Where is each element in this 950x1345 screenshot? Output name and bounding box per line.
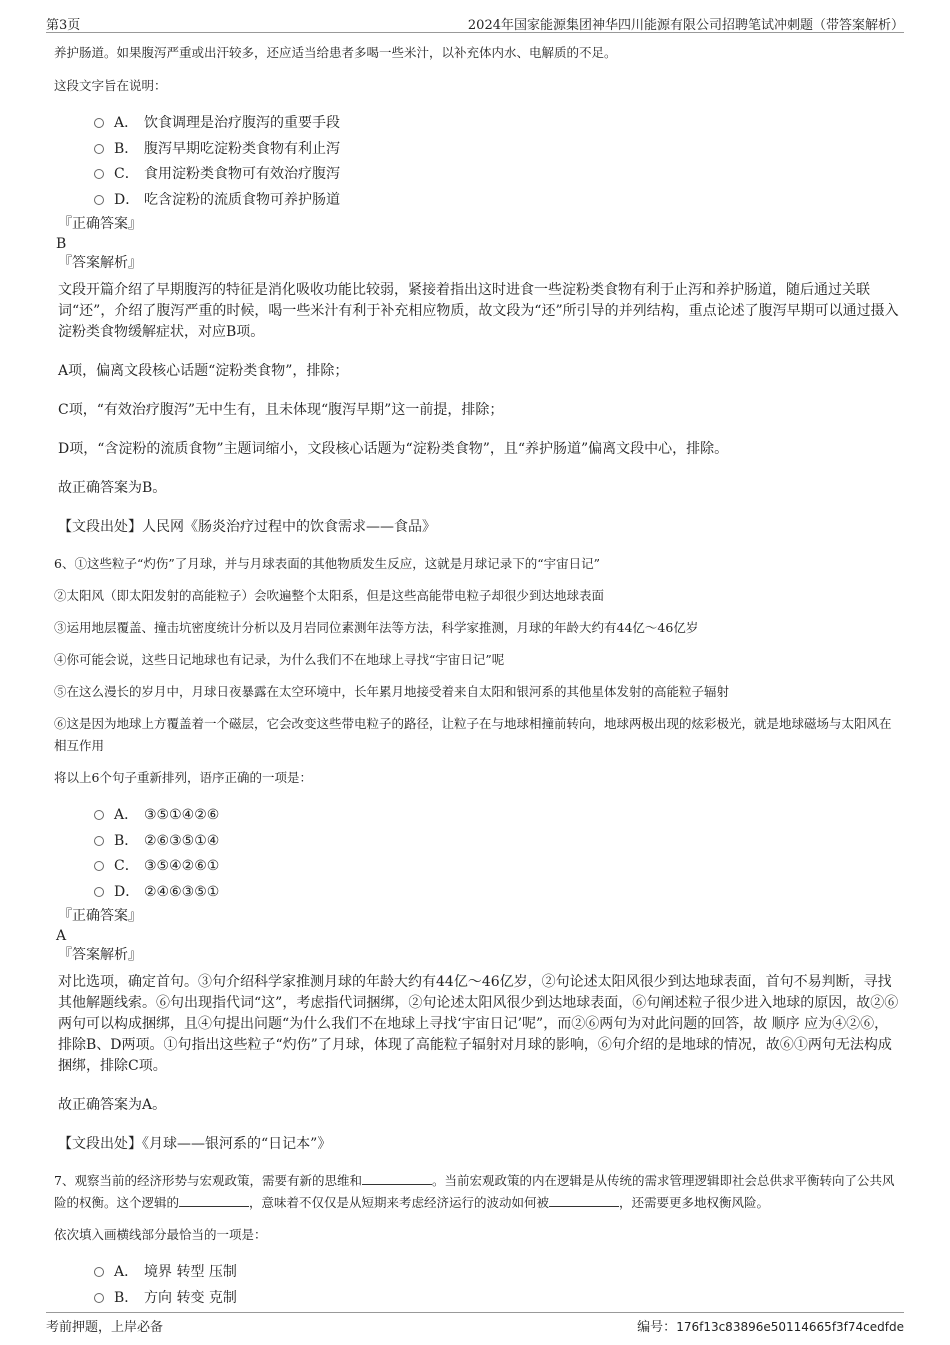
option-text: 腹泻早期吃淀粉类食物有利止泻 [144,140,340,157]
q6-sentence-2: ②太阳风（即太阳发射的高能粒子）会吹遍整个太阳系，但是这些高能带电粒子却很少到达地球表面 [54,588,605,603]
option-text: 食用淀粉类食物可有效治疗腹泻 [144,166,340,182]
q6-source: 【文段出处】《月球——银河系的“日记本”》 [58,1136,332,1152]
q6-options [94,803,899,905]
option-text: ③⑤①④②⑥ [144,807,220,823]
q6-option-a[interactable] [94,803,899,829]
q5-source: 【文段出处】人民网《肠炎治疗过程中的饮食需求——食品》 [58,519,436,535]
option-letter: A． [114,1264,139,1280]
option-text: 饮食调理是治疗腹泻的重要手段 [144,115,340,131]
q6-sentence-6: ⑥这是因为地球上方覆盖着一个磁层，它会改变这些带电粒子的路径，让粒子在与地球相撞前转向，地球两极出现的炫彩极光，就是地球磁场与太阳风在相互作用 [54,716,892,753]
radio-icon[interactable] [94,169,104,179]
q7-stem [54,1170,899,1214]
page-footer [46,1312,904,1335]
q6-option-b[interactable] [94,829,899,855]
q5-option-d[interactable] [94,188,899,214]
radio-icon[interactable] [94,144,104,154]
radio-icon[interactable] [94,118,104,128]
option-letter: C． [114,166,139,182]
radio-icon[interactable] [94,195,104,205]
option-text: ②④⑥③⑤① [144,883,220,900]
radio-icon[interactable] [94,887,104,897]
q6-sentence-5: ⑤在这么漫长的岁月中，月球日夜暴露在太空环境中，长年累月地接受着来自太阳和银河系的其他星体发射的高能粒子辐射 [54,684,730,699]
page-content [54,40,899,1313]
q5-option-a[interactable] [94,111,899,137]
option-text: ②⑥③⑤①④ [144,832,220,849]
radio-icon[interactable] [94,1293,104,1303]
option-text: 方向 转变 克制 [144,1289,237,1306]
fill-blank [549,1194,619,1207]
q5-option-c[interactable] [94,162,899,188]
analysis-paragraph: D项，“含淀粉的流质食物”主题词缩小，文段核心话题为“淀粉类食物”，且“养护肠道”偏离文段中心，排除。 [58,441,729,457]
footer-slogan: 考前押题，上岸必备 [46,1320,164,1335]
q5-passage-tail: 养护肠道。如果腹泻严重或出汗较多，还应适当给患者多喝一些米汁，以补充体内水、电解质的不足。 [54,45,617,60]
option-text: 吃含淀粉的流质食物可养护肠道 [144,191,340,208]
analysis-paragraph: A项，偏离文段核心话题“淀粉类食物”，排除； [58,363,349,379]
fill-blank [179,1194,249,1207]
option-text: ③⑤④②⑥① [144,858,220,874]
q6-sentence-1: 6、①这些粒子“灼伤”了月球，并与月球表面的其他物质发生反应，这就是月球记录下的“宇宙日记” [54,556,601,571]
q7-stem-part: ，意味着不仅仅是从短期来考虑经济运行的波动如何被 [249,1195,550,1210]
q5-option-b[interactable] [94,137,899,163]
option-letter: A． [114,115,139,131]
option-letter: A． [114,807,139,823]
radio-icon[interactable] [94,1267,104,1277]
q6-sentence-3: ③运用地层覆盖、撞击坑密度统计分析以及月岩同位素测年法等方法，科学家推测，月球的年龄大约有44亿～46亿岁 [54,620,699,635]
radio-icon[interactable] [94,810,104,820]
q7-option-b[interactable] [94,1286,899,1312]
q5-answer: B [56,236,67,252]
q6-analysis [58,972,899,1116]
q7-prompt: 依次填入画横线部分最恰当的一项是： [54,1227,267,1242]
q5-prompt: 这段文字旨在说明： [54,78,167,93]
option-letter: B． [114,832,139,849]
q7-stem-part: 。当前宏观政策的内在逻辑是从传统的需求管理逻辑即社会总供求平衡转向了公共风险的权衡。这个逻辑的 [54,1173,895,1210]
q7-options [94,1260,899,1311]
option-text: 境界 转型 压制 [144,1264,237,1280]
q6-answer-label: 『正确答案』 [58,908,142,924]
option-letter: D． [114,191,140,208]
q5-answer-label: 『正确答案』 [58,216,142,232]
q7-stem-part: ，还需要更多地权衡风险。 [619,1195,770,1210]
analysis-paragraph: 对比选项，确定首句。③句介绍科学家推测月球的年龄大约有44亿～46亿岁，②句论述太阳风很少到达地球表面，首句不易判断，寻找其他解题线索。⑥句出现指代词“这”，考虑指代词捆绑，②句论述太阳风很少到达地球表面，⑥句阐述粒子很少进入地球的原因，故②⑥两句可以构成捆绑，且④句提出问题“为什么我们不在地球上寻找‘宇宙日记’呢”，而②⑥两句为对此问题的回答，故 顺序 应为④②⑥，排除B、D两项。①句指出这些粒子“灼伤”了月球，体现了高能粒子辐射对月球的影响，⑥句介绍的是地球的情况，故⑥①两句无法构成捆绑，排除C项。 [58,974,899,1074]
q7-option-a[interactable] [94,1260,899,1286]
option-letter: B． [114,1289,139,1306]
code-value: 176f13c83896e50114665f3f74cedfde [676,1320,904,1334]
option-letter: B． [114,140,139,157]
page-header [46,14,904,33]
q6-answer: A [56,928,67,944]
radio-icon[interactable] [94,861,104,871]
q7-stem-part: 7、观察当前的经济形势与宏观政策，需要有新的思维和 [54,1173,362,1188]
analysis-conclusion: 故正确答案为B。 [58,480,167,496]
analysis-conclusion: 故正确答案为A。 [58,1097,167,1113]
q6-analysis-label: 『答案解析』 [58,947,142,963]
q6-sentence-4: ④你可能会说，这些日记地球也有记录，为什么我们不在地球上寻找“宇宙日记”呢 [54,652,505,667]
analysis-paragraph: C项，“有效治疗腹泻”无中生有，且未体现“腹泻早期”这一前提，排除； [58,402,504,418]
option-letter: D． [114,883,140,900]
analysis-paragraph: 文段开篇介绍了早期腹泻的特征是消化吸收功能比较弱，紧接着指出这时进食一些淀粉类食物有利于止泻和养护肠道，随后通过关联词“还”，介绍了腹泻严重的时候，喝一些米汁有利于补充相应物质，故文段为“还”所引导的并列结构，重点论述了腹泻早期可以通过摄入淀粉类食物缓解症状，对应B项。 [58,282,899,340]
radio-icon[interactable] [94,836,104,846]
q5-analysis-label: 『答案解析』 [58,255,142,271]
code-label: 编号： [637,1320,677,1335]
document-title: 2024年国家能源集团神华四川能源有限公司招聘笔试冲刺题（带答案解析） [467,18,904,33]
page-number: 第3页 [46,18,81,33]
q6-prompt: 将以上6个句子重新排列，语序正确的一项是： [54,770,312,785]
q6-option-c[interactable] [94,854,899,880]
fill-blank [362,1172,432,1185]
footer-code [637,1316,904,1335]
q5-analysis [58,280,899,499]
q5-options [94,111,899,213]
q6-option-d[interactable] [94,880,899,906]
option-letter: C． [114,858,139,874]
